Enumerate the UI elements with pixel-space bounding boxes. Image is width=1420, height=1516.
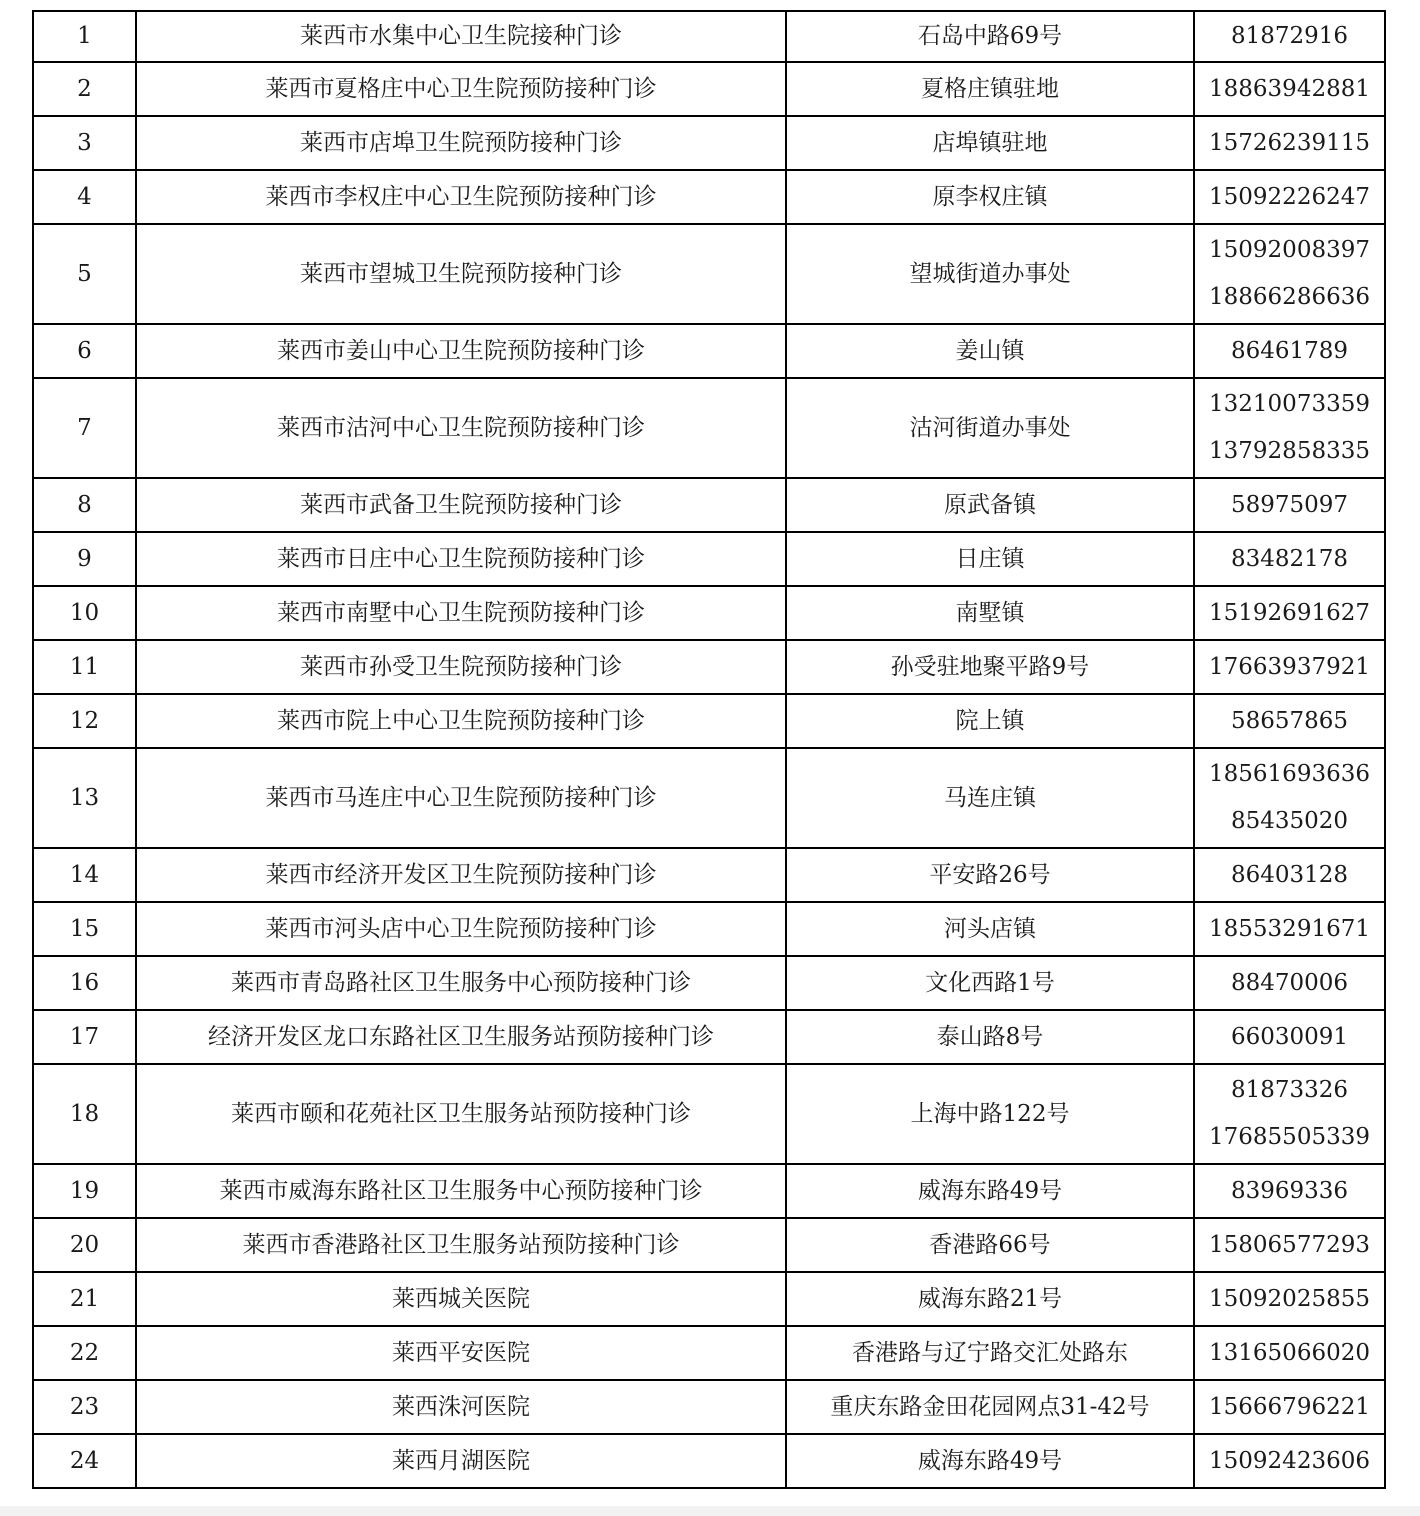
row-number: 20: [33, 1218, 136, 1272]
clinic-phone-cell: [1194, 1164, 1385, 1218]
clinic-phone: 83482178: [1230, 545, 1349, 572]
clinic-phone: 17663937921: [1209, 653, 1370, 680]
clinic-phone: 58975097: [1230, 491, 1349, 518]
clinic-phone-cell: [1194, 1326, 1385, 1380]
clinic-phone-cell: [1194, 748, 1385, 848]
clinic-name: 莱西市水集中心卫生院接种门诊: [136, 11, 786, 62]
table-row: [33, 1434, 1385, 1488]
table-row: [33, 116, 1385, 170]
row-number: 19: [33, 1164, 136, 1218]
clinic-phone-cell: [1194, 62, 1385, 116]
clinic-name: 莱西市马连庄中心卫生院预防接种门诊: [136, 748, 786, 848]
table-row: [33, 478, 1385, 532]
clinic-phone: 15192691627: [1209, 599, 1370, 626]
clinic-phone-cell: [1194, 224, 1385, 324]
clinic-phone: 13792858335: [1209, 438, 1370, 464]
row-number: 17: [33, 1010, 136, 1064]
clinic-name: 莱西市孙受卫生院预防接种门诊: [136, 640, 786, 694]
clinic-address: 南墅镇: [786, 586, 1194, 640]
clinic-phone-cell: [1194, 956, 1385, 1010]
clinic-name: 莱西市望城卫生院预防接种门诊: [136, 224, 786, 324]
clinic-phone-cell: [1194, 116, 1385, 170]
clinic-name: 莱西市河头店中心卫生院预防接种门诊: [136, 902, 786, 956]
clinic-phone: 88470006: [1230, 969, 1349, 996]
clinic-address: 文化西路1号: [786, 956, 1194, 1010]
clinic-phone: 15666796221: [1209, 1393, 1370, 1420]
table-row: [33, 1218, 1385, 1272]
clinic-address: 平安路26号: [786, 848, 1194, 902]
clinic-name: 莱西月湖医院: [136, 1434, 786, 1488]
clinic-name: 莱西市颐和花苑社区卫生服务站预防接种门诊: [136, 1064, 786, 1164]
clinic-phone-cell: [1194, 1434, 1385, 1488]
row-number: 12: [33, 694, 136, 748]
clinic-name: 莱西洙河医院: [136, 1380, 786, 1434]
clinic-name: 莱西市青岛路社区卫生服务中心预防接种门诊: [136, 956, 786, 1010]
clinic-phone: 13210073359: [1209, 391, 1370, 417]
row-number: 22: [33, 1326, 136, 1380]
clinic-name: 莱西市日庄中心卫生院预防接种门诊: [136, 532, 786, 586]
clinic-address: 泰山路8号: [786, 1010, 1194, 1064]
clinic-phone: 15092025855: [1209, 1285, 1370, 1312]
clinic-address: 河头店镇: [786, 902, 1194, 956]
clinic-phone-cell: [1194, 532, 1385, 586]
clinic-phone: 18866286636: [1209, 284, 1370, 310]
clinic-table: [32, 10, 1386, 1489]
clinic-phone: 18553291671: [1209, 915, 1370, 942]
clinic-name: 经济开发区龙口东路社区卫生服务站预防接种门诊: [136, 1010, 786, 1064]
clinic-address: 日庄镇: [786, 532, 1194, 586]
clinic-phone-cell: [1194, 640, 1385, 694]
clinic-address: 上海中路122号: [786, 1064, 1194, 1164]
clinic-address: 威海东路49号: [786, 1164, 1194, 1218]
row-number: 15: [33, 902, 136, 956]
clinic-phone-cell: [1194, 11, 1385, 62]
clinic-phone: 15806577293: [1209, 1231, 1370, 1258]
row-number: 9: [33, 532, 136, 586]
clinic-address: 马连庄镇: [786, 748, 1194, 848]
row-number: 11: [33, 640, 136, 694]
clinic-phone-cell: [1194, 478, 1385, 532]
clinic-phone: 81872916: [1230, 23, 1349, 49]
table-row: [33, 1064, 1385, 1164]
clinic-address: 威海东路21号: [786, 1272, 1194, 1326]
clinic-phone-cell: [1194, 902, 1385, 956]
clinic-table-body: [33, 11, 1385, 1488]
table-row: [33, 640, 1385, 694]
table-row: [33, 224, 1385, 324]
table-row: [33, 1326, 1385, 1380]
clinic-name: 莱西城关医院: [136, 1272, 786, 1326]
table-row: [33, 694, 1385, 748]
clinic-phone: 86403128: [1230, 861, 1349, 888]
clinic-address: 香港路66号: [786, 1218, 1194, 1272]
clinic-name: 莱西市店埠卫生院预防接种门诊: [136, 116, 786, 170]
clinic-phone-cell: [1194, 1064, 1385, 1164]
clinic-phone: 17685505339: [1209, 1124, 1370, 1150]
clinic-name: 莱西市武备卫生院预防接种门诊: [136, 478, 786, 532]
clinic-phone-cell: [1194, 1010, 1385, 1064]
row-number: 16: [33, 956, 136, 1010]
table-row: [33, 848, 1385, 902]
clinic-phone-cell: [1194, 586, 1385, 640]
clinic-phone-cell: [1194, 324, 1385, 378]
clinic-phone: 18863942881: [1209, 75, 1370, 102]
clinic-address: 原武备镇: [786, 478, 1194, 532]
row-number: 6: [33, 324, 136, 378]
clinic-address: 望城街道办事处: [786, 224, 1194, 324]
clinic-phone: 81873326: [1230, 1077, 1349, 1103]
clinic-address: 店埠镇驻地: [786, 116, 1194, 170]
clinic-address: 孙受驻地聚平路9号: [786, 640, 1194, 694]
table-row: [33, 11, 1385, 62]
clinic-phone-cell: [1194, 694, 1385, 748]
table-row: [33, 956, 1385, 1010]
clinic-phone-cell: [1194, 1218, 1385, 1272]
clinic-phone: 15092423606: [1209, 1447, 1370, 1474]
row-number: 3: [33, 116, 136, 170]
clinic-phone-cell: [1194, 170, 1385, 224]
clinic-name: 莱西市院上中心卫生院预防接种门诊: [136, 694, 786, 748]
clinic-name: 莱西市沽河中心卫生院预防接种门诊: [136, 378, 786, 478]
clinic-phone-cell: [1194, 1272, 1385, 1326]
clinic-name: 莱西市李权庄中心卫生院预防接种门诊: [136, 170, 786, 224]
clinic-phone-cell: [1194, 378, 1385, 478]
clinic-phone: 83969336: [1230, 1177, 1349, 1204]
clinic-address: 重庆东路金田花园网点31-42号: [786, 1380, 1194, 1434]
row-number: 23: [33, 1380, 136, 1434]
page-bottom-edge: [0, 1506, 1420, 1516]
table-row: [33, 532, 1385, 586]
clinic-name: 莱西市经济开发区卫生院预防接种门诊: [136, 848, 786, 902]
clinic-phone: 15092226247: [1209, 183, 1370, 210]
row-number: 4: [33, 170, 136, 224]
clinic-address: 姜山镇: [786, 324, 1194, 378]
clinic-name: 莱西市姜山中心卫生院预防接种门诊: [136, 324, 786, 378]
row-number: 5: [33, 224, 136, 324]
clinic-address: 威海东路49号: [786, 1434, 1194, 1488]
row-number: 24: [33, 1434, 136, 1488]
table-row: [33, 902, 1385, 956]
table-row: [33, 324, 1385, 378]
table-row: [33, 586, 1385, 640]
table-row: [33, 748, 1385, 848]
clinic-phone: 15726239115: [1209, 129, 1370, 156]
row-number: 10: [33, 586, 136, 640]
clinic-name: 莱西市威海东路社区卫生服务中心预防接种门诊: [136, 1164, 786, 1218]
row-number: 1: [33, 11, 136, 62]
table-row: [33, 62, 1385, 116]
row-number: 18: [33, 1064, 136, 1164]
clinic-phone: 66030091: [1230, 1023, 1349, 1050]
table-row: [33, 1164, 1385, 1218]
row-number: 7: [33, 378, 136, 478]
row-number: 14: [33, 848, 136, 902]
row-number: 8: [33, 478, 136, 532]
row-number: 13: [33, 748, 136, 848]
clinic-name: 莱西平安医院: [136, 1326, 786, 1380]
clinic-address: 香港路与辽宁路交汇处路东: [786, 1326, 1194, 1380]
table-row: [33, 1380, 1385, 1434]
row-number: 2: [33, 62, 136, 116]
row-number: 21: [33, 1272, 136, 1326]
clinic-name: 莱西市夏格庄中心卫生院预防接种门诊: [136, 62, 786, 116]
clinic-phone: 13165066020: [1209, 1339, 1370, 1366]
table-row: [33, 1010, 1385, 1064]
table-row: [33, 170, 1385, 224]
table-row: [33, 378, 1385, 478]
clinic-phone: 85435020: [1230, 808, 1349, 834]
clinic-table-container: [32, 10, 1384, 1489]
clinic-phone: 15092008397: [1209, 237, 1370, 263]
clinic-phone-cell: [1194, 848, 1385, 902]
clinic-address: 原李权庄镇: [786, 170, 1194, 224]
clinic-phone: 86461789: [1230, 337, 1349, 364]
table-row: [33, 1272, 1385, 1326]
clinic-name: 莱西市香港路社区卫生服务站预防接种门诊: [136, 1218, 786, 1272]
clinic-address: 沽河街道办事处: [786, 378, 1194, 478]
clinic-address: 院上镇: [786, 694, 1194, 748]
clinic-address: 石岛中路69号: [786, 11, 1194, 62]
clinic-phone-cell: [1194, 1380, 1385, 1434]
clinic-address: 夏格庄镇驻地: [786, 62, 1194, 116]
clinic-phone: 58657865: [1230, 707, 1349, 734]
clinic-name: 莱西市南墅中心卫生院预防接种门诊: [136, 586, 786, 640]
clinic-phone: 18561693636: [1209, 761, 1370, 787]
